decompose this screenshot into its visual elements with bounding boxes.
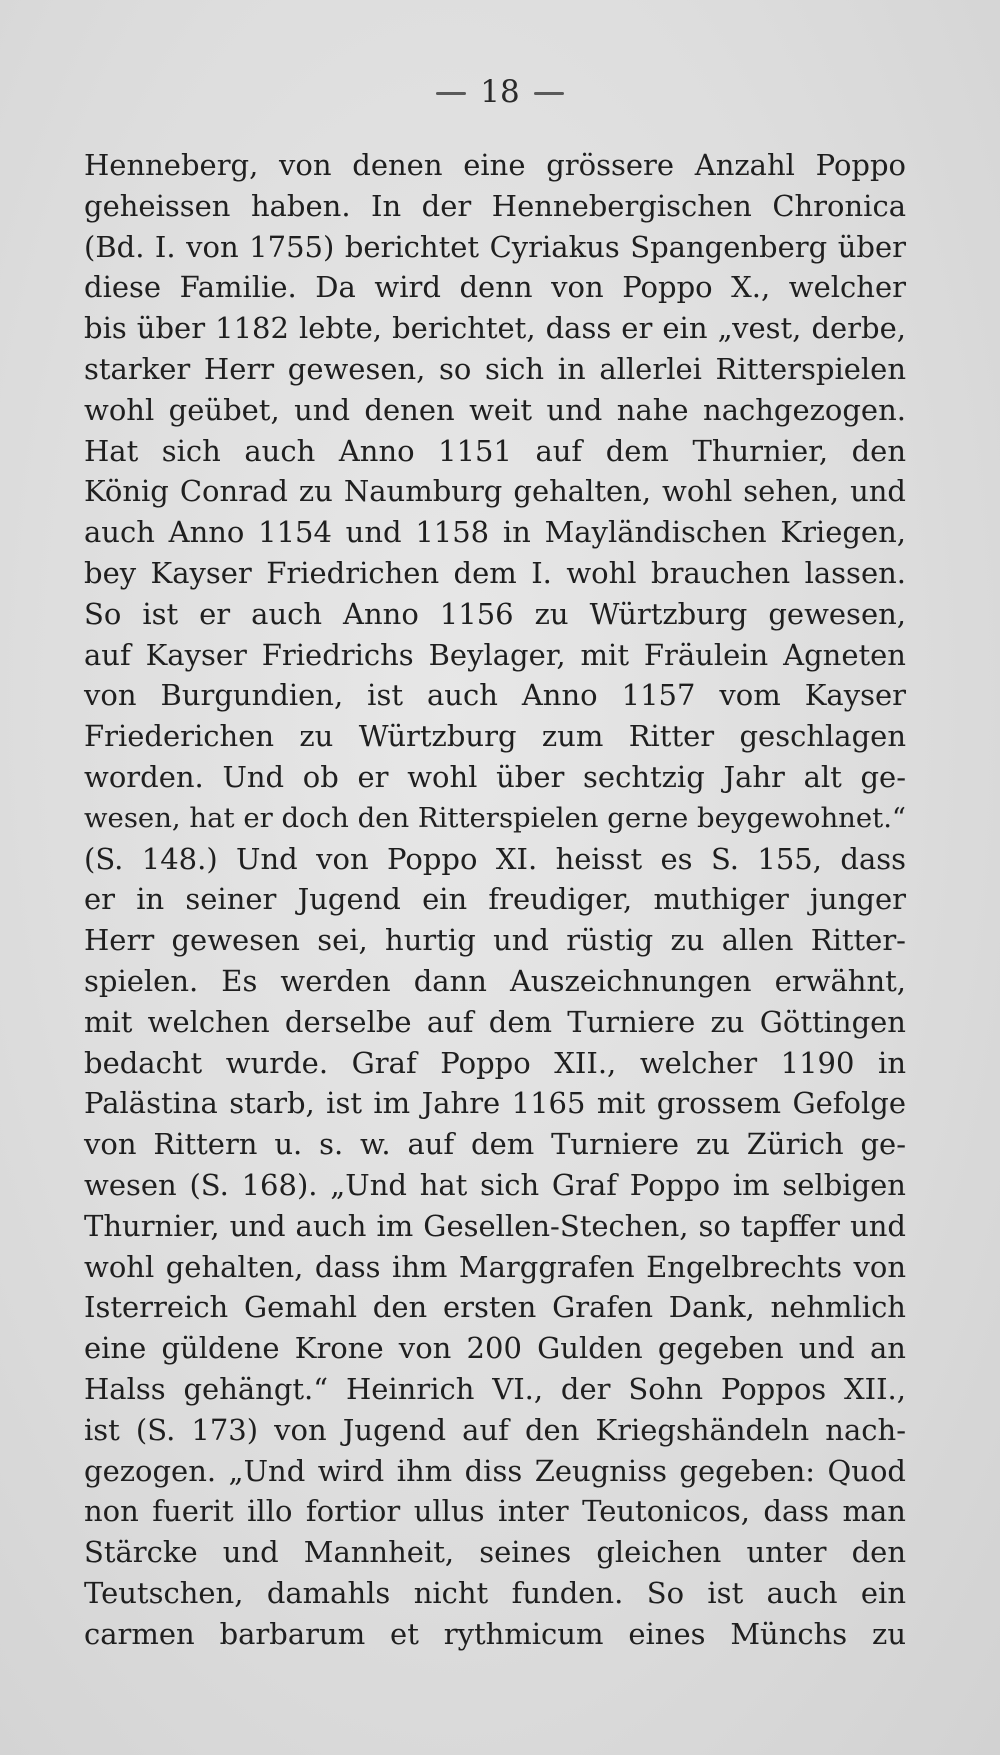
text-line: auch Anno 1154 und 1158 in Mayländischen Kriegen,	[84, 515, 906, 550]
text-line: wohl gehalten, dass ihm Marggrafen Engelbrechts von	[84, 1249, 906, 1284]
text-line: bedacht wurde. Graf Poppo XII., welcher 1190 in	[84, 1045, 906, 1080]
header-ornament-right	[534, 92, 564, 95]
text-line: auf Kayser Friedrichs Beylager, mit Fräulein Agneten	[84, 637, 906, 672]
text-line: wohl geübet, und denen weit und nahe nachgezogen.	[84, 392, 906, 427]
text-line: wesen (S. 168). „Und hat sich Graf Poppo im selbigen	[84, 1167, 906, 1202]
text-line: Friederichen zu Würtzburg zum Ritter geschlagen	[84, 719, 906, 754]
text-line: er in seiner Jugend ein freudiger, muthiger junger	[84, 882, 906, 917]
text-line: Thurnier, und auch im Gesellen-Stechen, so tapffer und	[84, 1208, 906, 1243]
body-text	[84, 145, 906, 1654]
text-line: worden. Und ob er wohl über sechtzig Jahr alt ge-	[84, 759, 906, 794]
text-line: bey Kayser Friedrichen dem I. wohl brauchen lassen.	[84, 555, 906, 590]
text-line: Halss gehängt.“ Heinrich VI., der Sohn Poppos XII.,	[84, 1371, 906, 1406]
text-line: von Burgundien, ist auch Anno 1157 vom Kayser	[84, 678, 906, 713]
text-line: carmen barbarum et rythmicum eines Münchs zu	[84, 1616, 906, 1651]
text-line: König Conrad zu Naumburg gehalten, wohl sehen, und	[84, 474, 906, 509]
text-line: Henneberg, von denen eine grössere Anzahl Poppo	[84, 148, 906, 182]
text-line: geheissen haben. In der Hennebergischen Chronica	[84, 188, 906, 223]
text-line: starker Herr gewesen, so sich in allerlei Ritterspielen	[84, 351, 906, 386]
text-line: ist (S. 173) von Jugend auf den Kriegshändeln nach-	[84, 1412, 906, 1447]
page-number: 18	[480, 74, 520, 110]
text-line: Palästina starb, ist im Jahre 1165 mit grossem Gefolge	[84, 1086, 906, 1121]
text-line: (Bd. I. von 1755) berichtet Cyriakus Spangenberg über	[84, 229, 906, 264]
text-line: bis über 1182 lebte, berichtet, dass er ein „vest, derbe,	[84, 311, 906, 346]
text-line: spielen. Es werden dann Auszeichnungen erwähnt,	[84, 963, 906, 998]
text-line: wesen, hat er doch den Ritterspielen gerne beygewohnet.“	[84, 801, 906, 834]
text-line: von Rittern u. s. w. auf dem Turniere zu Zürich ge-	[84, 1127, 906, 1162]
text-line: Teutschen, damahls nicht funden. So ist auch ein	[84, 1575, 906, 1610]
page-header	[0, 70, 1000, 114]
text-line: non fuerit illo fortior ullus inter Teutonicos, dass man	[84, 1494, 906, 1529]
text-line: eine güldene Krone von 200 Gulden gegeben und an	[84, 1331, 906, 1366]
text-line: Isterreich Gemahl den ersten Grafen Dank, nehmlich	[84, 1290, 906, 1325]
text-line: (S. 148.) Und von Poppo XI. heisst es S. 155, dass	[84, 841, 906, 876]
text-line: diese Familie. Da wird denn von Poppo X., welcher	[84, 270, 906, 305]
text-line: So ist er auch Anno 1156 zu Würtzburg gewesen,	[84, 596, 906, 631]
text-line: Hat sich auch Anno 1151 auf dem Thurnier, den	[84, 433, 906, 468]
header-ornament-left	[436, 92, 466, 95]
text-line: Herr gewesen sei, hurtig und rüstig zu allen Ritter-	[84, 923, 906, 958]
text-line: mit welchen derselbe auf dem Turniere zu Göttingen	[84, 1004, 906, 1039]
text-line: gezogen. „Und wird ihm diss Zeugniss gegeben: Quod	[84, 1453, 906, 1488]
text-line: Stärcke und Mannheit, seines gleichen unter den	[84, 1535, 906, 1570]
